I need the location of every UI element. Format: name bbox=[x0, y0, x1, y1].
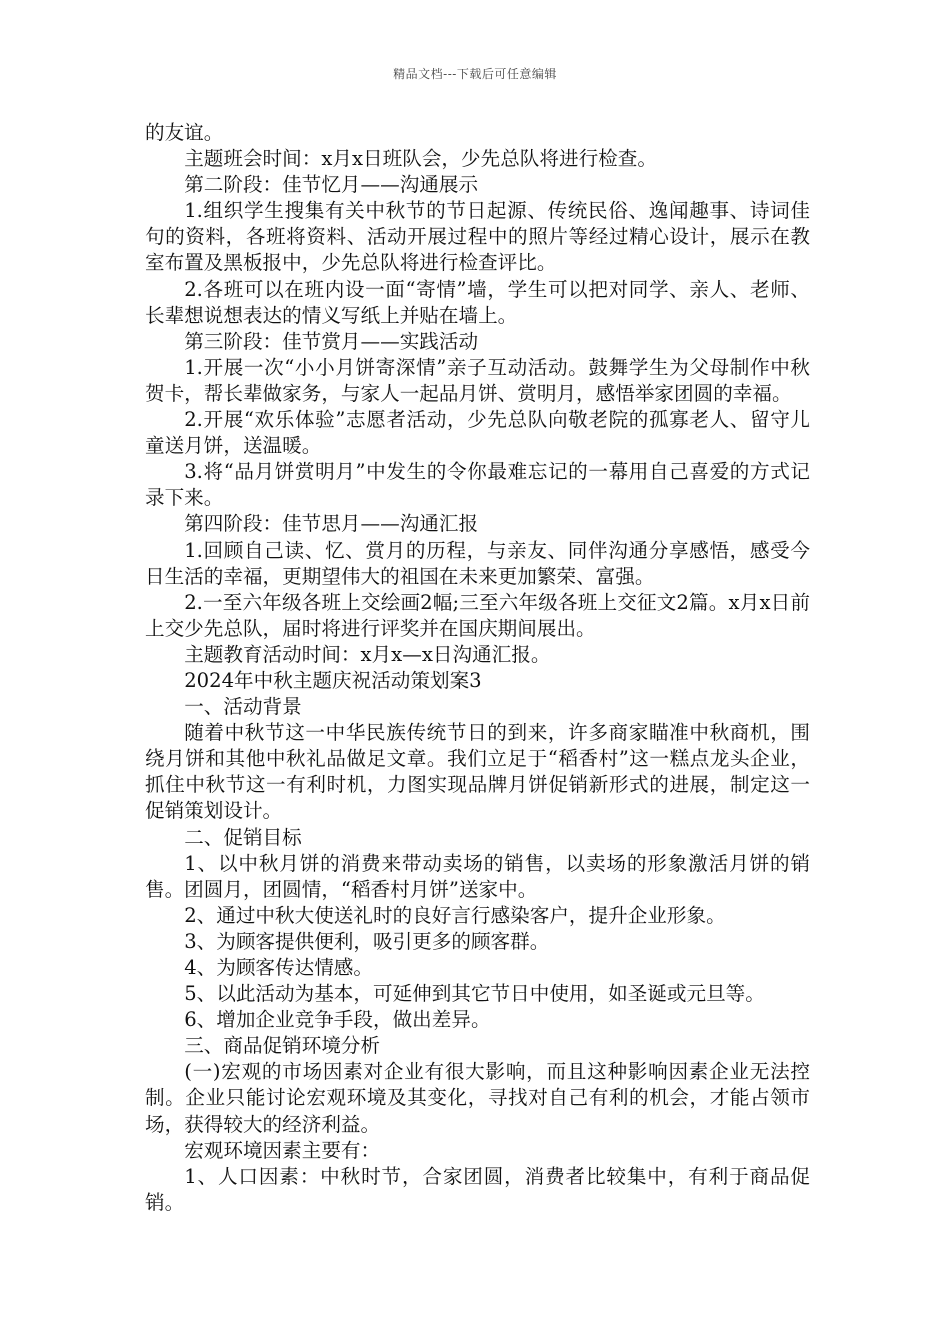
paragraph: 1.回顾自己读、忆、赏月的历程，与亲友、同伴沟通分享感悟，感受今日生活的幸福，更期望伟大的祖国在未来更加繁荣、富强。 bbox=[145, 538, 810, 588]
paragraph: 4、为顾客传达情感。 bbox=[184, 956, 373, 979]
paragraph: 宏观环境因素主要有： bbox=[184, 1138, 381, 1162]
page-header: 精品文档---下载后可任意编辑 bbox=[393, 67, 557, 81]
paragraph: 主题班会时间：x月x日班队会，少先总队将进行检查。 bbox=[184, 147, 657, 171]
paragraph: 3、为顾客提供便利，吸引更多的顾客群。 bbox=[184, 929, 550, 953]
paragraph: 第四阶段：佳节思月——沟通汇报 bbox=[184, 512, 479, 536]
paragraph: 2.各班可以在班内设一面“寄情”墙，学生可以把对同学、亲人、老师、长辈想说想表达的情义写纸上并贴在墙上。 bbox=[145, 277, 810, 327]
paragraph: 1、以中秋月饼的消费来带动卖场的销售，以卖场的形象激活月饼的销售。团圆月，团圆情，“稻香村月饼”送家中。 bbox=[145, 851, 810, 901]
paragraph: 3.将“品月饼赏明月”中发生的令你最难忘记的一幕用自己喜爱的方式记录下来。 bbox=[145, 460, 810, 510]
paragraph: (一)宏观的市场因素对企业有很大影响，而且这种影响因素企业无法控制。企业只能讨论宏观环境及其变化，寻找对自己有利的机会，才能占领市场，获得较大的经济利益。 bbox=[145, 1060, 810, 1136]
paragraph: 2.开展“欢乐体验”志愿者活动，少先总队向敬老院的孤寡老人、留守儿童送月饼，送温暖。 bbox=[145, 408, 810, 458]
paragraph: 1.组织学生搜集有关中秋节的节日起源、传统民俗、逸闻趣事、诗词佳句的资料，各班将资料、活动开展过程中的照片等经过精心设计，展示在教室布置及黑板报中，少先总队将进行检查评比。 bbox=[145, 199, 810, 275]
paragraph: 三、商品促销环境分析 bbox=[184, 1034, 381, 1058]
document-body bbox=[145, 120, 810, 1216]
paragraph: 2.一至六年级各班上交绘画2幅;三至六年级各班上交征文2篇。x月x日前上交少先总队，届时将进行评奖并在国庆期间展出。 bbox=[145, 590, 810, 640]
paragraph: 5、以此活动为基本，可延伸到其它节日中使用，如圣诞或元旦等。 bbox=[184, 982, 765, 1006]
paragraph: 二、促销目标 bbox=[184, 825, 302, 849]
paragraph: 6、增加企业竞争手段，做出差异。 bbox=[184, 1008, 491, 1032]
paragraph: 随着中秋节这一中华民族传统节日的到来，许多商家瞄准中秋商机，围绕月饼和其他中秋礼品做足文章。我们立足于“稻香村”这一糕点龙头企业，抓住中秋节这一有利时机，力图实现品牌月饼促销新形式的进展，制定这一促销策划设计。 bbox=[145, 721, 810, 823]
paragraph: 2024年中秋主题庆祝活动策划案3 bbox=[184, 668, 482, 692]
paragraph: 一、活动背景 bbox=[184, 695, 302, 719]
paragraph: 主题教育活动时间：x月x—x日沟通汇报。 bbox=[184, 642, 551, 666]
paragraph: 的友谊。 bbox=[145, 121, 224, 144]
paragraph: 2、通过中秋大使送礼时的良好言行感染客户，提升企业形象。 bbox=[184, 903, 726, 927]
paragraph: 1.开展一次“小小月饼寄深情”亲子互动活动。鼓舞学生为父母制作中秋贺卡，帮长辈做家务，与家人一起品月饼、赏明月，感悟举家团圆的幸福。 bbox=[145, 355, 810, 405]
paragraph: 第二阶段：佳节忆月——沟通展示 bbox=[184, 173, 479, 197]
paragraph: 第三阶段：佳节赏月——实践活动 bbox=[184, 329, 479, 353]
paragraph: 1、人口因素：中秋时节，合家团圆，消费者比较集中，有利于商品促销。 bbox=[145, 1164, 810, 1214]
